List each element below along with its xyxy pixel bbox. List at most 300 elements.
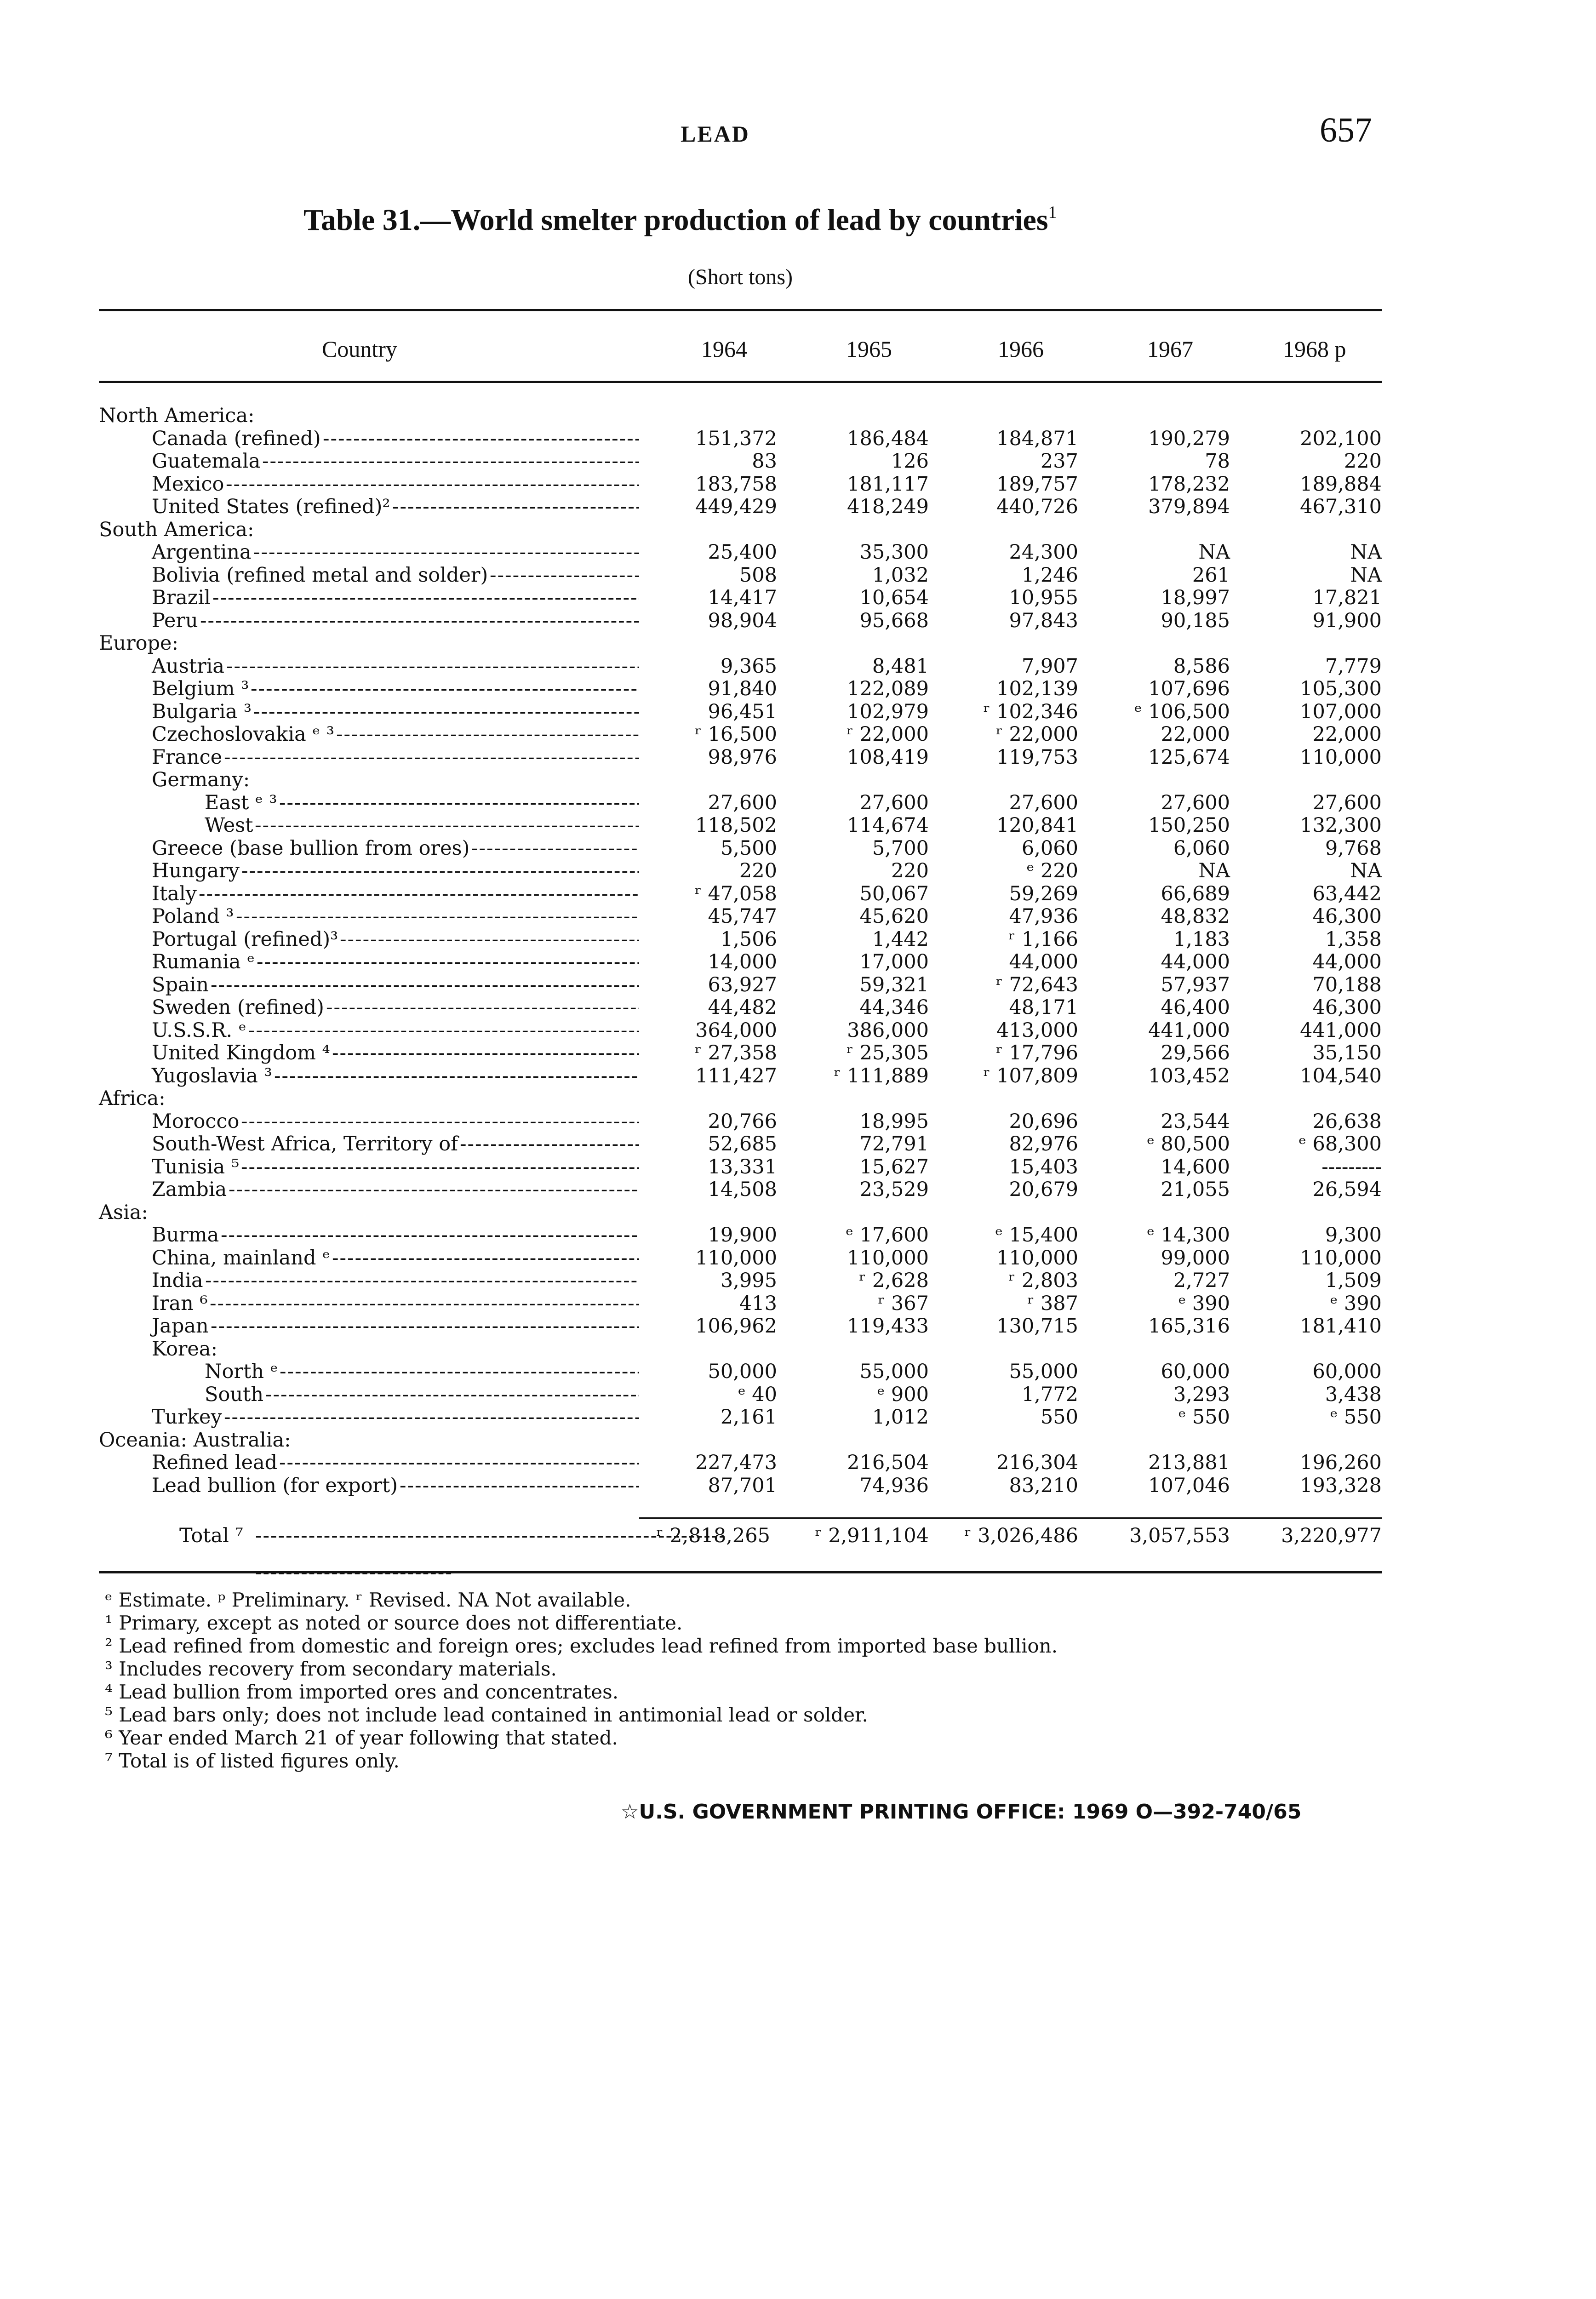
cell-1968: ᵉ 68,300 [1299, 1132, 1382, 1155]
cell-1966: 110,000 [996, 1246, 1078, 1270]
table-row [99, 1178, 1382, 1201]
cell-1968: 220 [1344, 450, 1382, 473]
cell-1965: 181,117 [847, 472, 929, 496]
cell-1967: 99,000 [1161, 1246, 1230, 1270]
row-label: Yugoslavia ³ [152, 1064, 272, 1087]
cell-1968: NA [1350, 859, 1382, 882]
leader-dots [210, 1292, 639, 1315]
leader-dots [392, 496, 639, 519]
cell-1968: ᵉ 550 [1330, 1406, 1382, 1429]
cell-1967: ᵉ 14,300 [1147, 1224, 1230, 1247]
table-row [99, 746, 1382, 769]
cell-1967: 6,060 [1173, 836, 1230, 860]
cell-1965: ᵉ 17,600 [846, 1224, 929, 1247]
cell-1968: ᵉ 390 [1330, 1292, 1382, 1315]
table-row [99, 678, 1382, 701]
cell-1965: 186,484 [847, 427, 929, 450]
cell-1965: 35,300 [859, 541, 929, 564]
leader-dots [241, 860, 639, 883]
table-row [99, 541, 1382, 564]
table-title [303, 202, 1057, 238]
cell-1967: 66,689 [1161, 882, 1230, 905]
table-row [99, 1019, 1382, 1042]
row-label: China, mainland ᵉ [152, 1246, 330, 1270]
column-header-1968: 1968 p [1283, 336, 1346, 362]
cell-1964: 63,927 [708, 973, 777, 996]
cell-1964: 183,758 [695, 472, 777, 496]
leader-dots [262, 450, 639, 473]
row-label: Sweden (refined) [152, 996, 324, 1019]
table-row [99, 632, 1382, 655]
cell-1964: 14,508 [708, 1178, 777, 1201]
leader-dots [326, 996, 639, 1019]
leader-dots [205, 1270, 639, 1292]
table-row [99, 1133, 1382, 1156]
table-row [99, 587, 1382, 610]
cell-1964: ᵉ 40 [738, 1383, 777, 1406]
cell-1968: NA [1350, 541, 1382, 564]
cell-1967: 18,997 [1161, 586, 1230, 609]
row-label: Turkey [152, 1406, 222, 1429]
leader-dots [241, 1110, 639, 1133]
table-row [99, 1315, 1382, 1338]
row-label: India [152, 1269, 203, 1292]
table-row [99, 1361, 1382, 1384]
cell-1964: 508 [739, 563, 777, 587]
table-row [99, 1338, 1382, 1361]
cell-1967: 60,000 [1161, 1360, 1230, 1383]
cell-1965: 216,504 [847, 1451, 929, 1474]
row-label: North ᵉ [205, 1360, 278, 1383]
leader-dots [279, 1452, 639, 1475]
cell-1967: 90,185 [1161, 609, 1230, 632]
column-header-1964: 1964 [701, 336, 747, 362]
cell-1964: 220 [739, 859, 777, 882]
row-label: Portugal (refined)³ [152, 927, 338, 951]
cell-1966: 82,976 [1009, 1132, 1078, 1155]
cell-1967: 14,600 [1161, 1155, 1230, 1178]
cell-1964: 2,161 [720, 1406, 777, 1429]
cell-1965: 119,433 [847, 1315, 929, 1338]
cell-1965: 126 [891, 450, 929, 473]
cell-1967: 1,183 [1173, 927, 1230, 951]
leader-dots [248, 1019, 639, 1042]
cell-1968: 202,100 [1300, 427, 1382, 450]
row-label: Canada (refined) [152, 427, 321, 450]
total-1968: 3,220,977 [1281, 1524, 1382, 1547]
column-header-1965: 1965 [846, 336, 892, 362]
row-label: Peru [152, 609, 198, 632]
leader-dots [460, 1133, 639, 1156]
leader-dots [241, 1156, 639, 1179]
cell-1967: NA [1198, 541, 1230, 564]
cell-1968: --------- [1321, 1155, 1382, 1178]
cell-1967: 165,316 [1148, 1315, 1230, 1338]
table-row [99, 519, 1382, 542]
table-row [99, 701, 1382, 724]
cell-1965: 1,012 [872, 1406, 929, 1429]
cell-1964: 110,000 [695, 1246, 777, 1270]
table-row [99, 610, 1382, 633]
table-row [99, 655, 1382, 678]
cell-1968: 1,358 [1325, 927, 1382, 951]
cell-1968: 60,000 [1312, 1360, 1382, 1383]
cell-1966: ʳ 1,166 [1008, 927, 1078, 951]
row-label: Brazil [152, 586, 211, 609]
row-label: East ᵉ ³ [205, 791, 277, 814]
total-1967: 3,057,553 [1129, 1524, 1230, 1547]
cell-1967: 190,279 [1148, 427, 1230, 450]
cell-1966: 440,726 [996, 495, 1078, 518]
row-label: Africa: [99, 1087, 166, 1110]
table-row [99, 564, 1382, 587]
table-row [99, 1042, 1382, 1065]
cell-1966: 15,403 [1009, 1155, 1078, 1178]
cell-1967: 261 [1192, 563, 1230, 587]
cell-1964: 364,000 [695, 1018, 777, 1042]
leader-dots [490, 564, 639, 587]
footnote-5: ⁵ Lead bars only; does not include lead contained in antimonial lead or solder. [105, 1704, 868, 1726]
table-row [99, 1201, 1382, 1224]
footnote-7: ⁷ Total is of listed figures only. [105, 1750, 400, 1772]
cell-1966: ʳ 102,346 [983, 700, 1078, 723]
cell-1968: 63,442 [1312, 882, 1382, 905]
cell-1964: 9,365 [720, 654, 777, 678]
leader-dots [257, 951, 639, 974]
cell-1967: 379,894 [1148, 495, 1230, 518]
cell-1967: 22,000 [1161, 723, 1230, 746]
row-label: Asia: [99, 1201, 148, 1224]
table-row [99, 974, 1382, 997]
row-label: United Kingdom ⁴ [152, 1041, 330, 1064]
cell-1968: 181,410 [1300, 1315, 1382, 1338]
cell-1967: 3,293 [1173, 1383, 1230, 1406]
row-label: Bulgaria ³ [152, 700, 252, 723]
cell-1967: 23,544 [1161, 1109, 1230, 1133]
cell-1967: ᵉ 550 [1178, 1406, 1230, 1429]
row-label: U.S.S.R. ᵉ [152, 1018, 246, 1042]
table-row [99, 928, 1382, 951]
leader-dots [253, 701, 639, 724]
cell-1964: 449,429 [695, 495, 777, 518]
cell-1964: 106,962 [695, 1315, 777, 1338]
leader-dots [236, 905, 639, 928]
cell-1966: 119,753 [996, 745, 1078, 769]
cell-1966: 44,000 [1009, 950, 1078, 973]
column-header-country: Country [322, 336, 397, 362]
row-label: Hungary [152, 859, 240, 882]
row-label: Oceania: Australia: [99, 1428, 291, 1452]
cell-1965: 45,620 [859, 905, 929, 928]
cell-1968: NA [1350, 563, 1382, 587]
cell-1968: 46,300 [1312, 996, 1382, 1019]
cell-1964: 91,840 [708, 677, 777, 700]
row-label: Mexico [152, 472, 224, 496]
cell-1966: 1,772 [1021, 1383, 1078, 1406]
table-row [99, 428, 1382, 451]
total-1966: ʳ 3,026,486 [964, 1524, 1078, 1547]
column-header-1966: 1966 [998, 336, 1044, 362]
row-label: West [205, 814, 253, 837]
row-label: South-West Africa, Territory of [152, 1132, 458, 1155]
cell-1964: 45,747 [708, 905, 777, 928]
cell-1964: ʳ 16,500 [694, 723, 777, 746]
cell-1965: 8,481 [872, 654, 929, 678]
cell-1964: 52,685 [708, 1132, 777, 1155]
row-label: Japan [152, 1315, 209, 1338]
row-label: Austria [152, 654, 225, 678]
cell-1968: 1,509 [1325, 1269, 1382, 1292]
cell-1965: 95,668 [859, 609, 929, 632]
cell-1967: 103,452 [1148, 1064, 1230, 1087]
table-row [99, 473, 1382, 496]
cell-1965: ᵉ 900 [877, 1383, 929, 1406]
leader-dots [255, 814, 639, 837]
cell-1967: 29,566 [1161, 1041, 1230, 1064]
cell-1967: ᵉ 80,500 [1147, 1132, 1230, 1155]
row-label: Zambia [152, 1178, 227, 1201]
page-number: 657 [1320, 111, 1372, 149]
cell-1968: 3,438 [1325, 1383, 1382, 1406]
footnote-2: ² Lead refined from domestic and foreign ores; excludes lead refined from imported base bullion. [105, 1635, 1058, 1657]
leader-dots [274, 1065, 639, 1088]
cell-1967: 125,674 [1148, 745, 1230, 769]
row-label: Spain [152, 973, 209, 996]
leader-dots [323, 428, 639, 451]
row-label: Argentina [152, 541, 252, 564]
leader-dots [332, 1247, 639, 1270]
table-row [99, 723, 1382, 746]
cell-1964: 27,600 [708, 791, 777, 814]
footnote-3: ³ Includes recovery from secondary materials. [105, 1658, 557, 1680]
cell-1966: 59,269 [1009, 882, 1078, 905]
leader-dots [336, 723, 639, 746]
leader-dots [400, 1475, 639, 1498]
cell-1966: 184,871 [996, 427, 1078, 450]
table-row [99, 1406, 1382, 1429]
cell-1965: 44,346 [859, 996, 929, 1019]
cell-1965: 1,032 [872, 563, 929, 587]
cell-1965: 59,321 [859, 973, 929, 996]
table-row [99, 496, 1382, 519]
row-label: Italy [152, 882, 197, 905]
leader-dots [200, 610, 639, 633]
cell-1967: 441,000 [1148, 1018, 1230, 1042]
cell-1967: 2,727 [1173, 1269, 1230, 1292]
cell-1967: 21,055 [1161, 1178, 1230, 1201]
row-label: Korea: [152, 1337, 217, 1361]
cell-1966: 237 [1040, 450, 1078, 473]
cell-1968: 70,188 [1312, 973, 1382, 996]
cell-1968: 110,000 [1300, 1246, 1382, 1270]
cell-1968: 467,310 [1300, 495, 1382, 518]
row-label: Guatemala [152, 450, 261, 473]
cell-1964: 14,417 [708, 586, 777, 609]
leader-dots [226, 473, 639, 496]
row-label: Belgium ³ [152, 677, 249, 700]
cell-1966: 97,843 [1009, 609, 1078, 632]
cell-1965: ʳ 111,889 [834, 1064, 929, 1087]
table-row [99, 1247, 1382, 1270]
table-row [99, 860, 1382, 883]
table-row [99, 1110, 1382, 1133]
cell-1968: 9,300 [1325, 1224, 1382, 1247]
cell-1965: ʳ 25,305 [846, 1041, 929, 1064]
cell-1965: 23,529 [859, 1178, 929, 1201]
table-top-rule [99, 309, 1382, 311]
cell-1965: 10,654 [859, 586, 929, 609]
cell-1966: 130,715 [996, 1315, 1078, 1338]
cell-1966: 189,757 [996, 472, 1078, 496]
row-label: Lead bullion (for export) [152, 1474, 398, 1497]
cell-1966: ʳ 107,809 [983, 1064, 1078, 1087]
cell-1968: 441,000 [1300, 1018, 1382, 1042]
leader-dots [224, 1406, 639, 1429]
row-label: Iran ⁶ [152, 1292, 208, 1315]
cell-1964: 98,904 [708, 609, 777, 632]
cell-1964: 25,400 [708, 541, 777, 564]
cell-1964: 13,331 [708, 1155, 777, 1178]
cell-1967: 27,600 [1161, 791, 1230, 814]
cell-1966: 10,955 [1009, 586, 1078, 609]
cell-1964: 44,482 [708, 996, 777, 1019]
table-row [99, 1475, 1382, 1498]
cell-1966: ᵉ 15,400 [995, 1224, 1078, 1247]
cell-1965: 114,674 [847, 814, 929, 837]
leader-dots [199, 883, 639, 906]
leader-dots [332, 1042, 639, 1065]
cell-1965: ʳ 2,628 [859, 1269, 929, 1292]
table-row [99, 1429, 1382, 1452]
cell-1968: 22,000 [1312, 723, 1382, 746]
cell-1964: 111,427 [695, 1064, 777, 1087]
leader-dots [280, 1361, 639, 1384]
cell-1966: 48,171 [1009, 996, 1078, 1019]
footnote-1: ¹ Primary, except as noted or source does not differentiate. [105, 1612, 683, 1634]
cell-1965: 50,067 [859, 882, 929, 905]
cell-1965: 18,995 [859, 1109, 929, 1133]
cell-1965: 386,000 [847, 1018, 929, 1042]
cell-1968: 107,000 [1300, 700, 1382, 723]
cell-1966: 83,210 [1009, 1474, 1078, 1497]
cell-1964: 98,976 [708, 745, 777, 769]
cell-1967: ᵉ 106,500 [1134, 700, 1230, 723]
cell-1965: 5,700 [872, 836, 929, 860]
cell-1964: 96,451 [708, 700, 777, 723]
cell-1965: 110,000 [847, 1246, 929, 1270]
table-row [99, 814, 1382, 837]
cell-1968: 44,000 [1312, 950, 1382, 973]
cell-1966: 6,060 [1021, 836, 1078, 860]
cell-1964: 83 [752, 450, 777, 473]
cell-1966: 7,907 [1021, 654, 1078, 678]
table-units: (Short tons) [688, 265, 793, 289]
cell-1965: 220 [891, 859, 929, 882]
table-row [99, 951, 1382, 974]
cell-1967: 8,586 [1173, 654, 1230, 678]
cell-1966: 47,936 [1009, 905, 1078, 928]
cell-1965: 55,000 [859, 1360, 929, 1383]
cell-1967: ᵉ 390 [1178, 1292, 1230, 1315]
cell-1966: 216,304 [996, 1451, 1078, 1474]
cell-1965: ʳ 367 [878, 1292, 929, 1315]
table-title-text: Table 31.—World smelter production of lead by countries [303, 203, 1048, 237]
cell-1968: 26,638 [1312, 1109, 1382, 1133]
table-row [99, 1224, 1382, 1247]
cell-1967: 107,046 [1148, 1474, 1230, 1497]
cell-1968: 91,900 [1312, 609, 1382, 632]
row-label: Refined lead [152, 1451, 278, 1474]
cell-1964: 3,995 [720, 1269, 777, 1292]
row-label: Europe: [99, 632, 178, 655]
cell-1966: 24,300 [1009, 541, 1078, 564]
leader-dots [229, 1178, 639, 1201]
cell-1968: 196,260 [1300, 1451, 1382, 1474]
cell-1968: 9,768 [1325, 836, 1382, 860]
cell-1967: 178,232 [1148, 472, 1230, 496]
table-row [99, 450, 1382, 473]
cell-1965: 122,089 [847, 677, 929, 700]
cell-1966: 550 [1040, 1406, 1078, 1429]
cell-1965: 1,442 [872, 927, 929, 951]
table-row [99, 1087, 1382, 1110]
cell-1965: 15,627 [859, 1155, 929, 1178]
cell-1964: 118,502 [695, 814, 777, 837]
cell-1968: 17,821 [1312, 586, 1382, 609]
leader-dots [224, 746, 639, 769]
table-row [99, 405, 1382, 428]
cell-1967: 107,696 [1148, 677, 1230, 700]
cell-1967: NA [1198, 859, 1230, 882]
row-label: North America: [99, 404, 255, 427]
footnote-6: ⁶ Year ended March 21 of year following that stated. [105, 1727, 618, 1749]
footnote-legend: ᵉ Estimate. ᵖ Preliminary. ʳ Revised. NA Not available. [105, 1589, 631, 1611]
cell-1967: 48,832 [1161, 905, 1230, 928]
leader-dots [221, 1224, 639, 1247]
cell-1964: ʳ 27,358 [694, 1041, 777, 1064]
row-label: Czechoslovakia ᵉ ³ [152, 723, 334, 746]
row-label: South [205, 1383, 264, 1406]
table-bottom-rule [99, 1571, 1382, 1573]
leader-dots [226, 655, 639, 678]
row-label: United States (refined)² [152, 495, 390, 518]
table-row [99, 1156, 1382, 1179]
cell-1966: 55,000 [1009, 1360, 1078, 1383]
leader-dots [340, 928, 639, 951]
leader-dots [253, 541, 639, 564]
cell-1968: 35,150 [1312, 1041, 1382, 1064]
table-row [99, 996, 1382, 1019]
cell-1964: 87,701 [708, 1474, 777, 1497]
cell-1964: 20,766 [708, 1109, 777, 1133]
cell-1967: 213,881 [1148, 1451, 1230, 1474]
row-label: Poland ³ [152, 905, 234, 928]
leader-dots [211, 1315, 639, 1338]
leader-dots [471, 837, 639, 860]
total-label: Total ⁷ [179, 1524, 243, 1547]
cell-1965: 17,000 [859, 950, 929, 973]
cell-1966: 413,000 [996, 1018, 1078, 1042]
table-title-footnote-mark: 1 [1048, 203, 1057, 222]
table-row [99, 1292, 1382, 1315]
cell-1967: 44,000 [1161, 950, 1230, 973]
row-label: Morocco [152, 1109, 240, 1133]
table-row [99, 837, 1382, 860]
table-row [99, 1270, 1382, 1292]
column-header-1967: 1967 [1147, 336, 1193, 362]
cell-1965: 102,979 [847, 700, 929, 723]
row-label: Greece (base bullion from ores) [152, 836, 470, 860]
